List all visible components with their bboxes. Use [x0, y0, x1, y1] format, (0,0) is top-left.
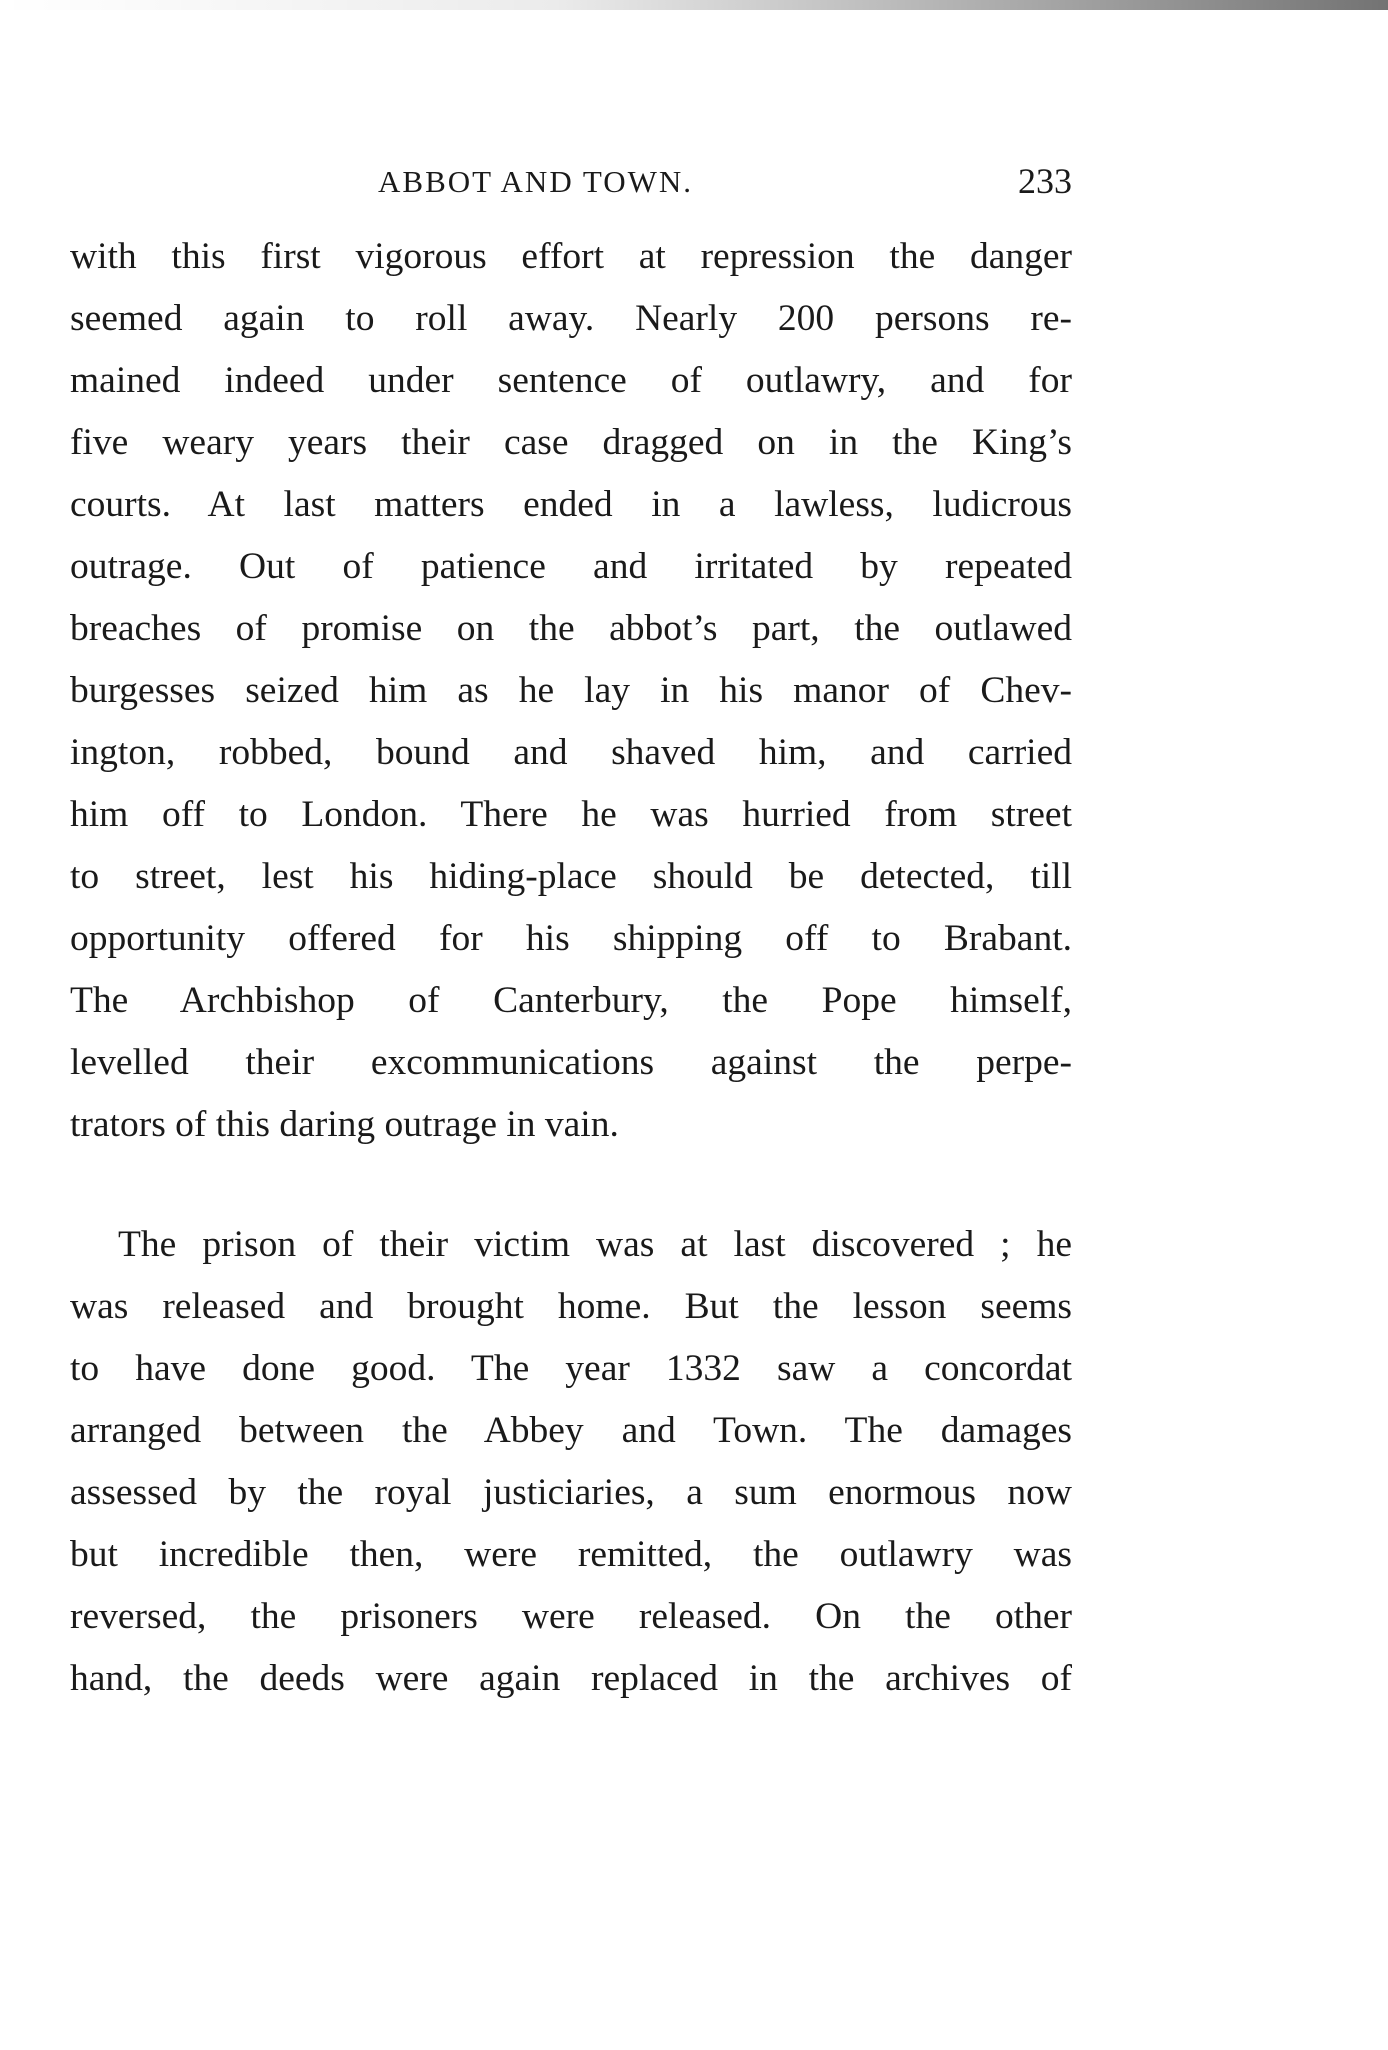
- book-page: [70, 160, 1072, 1710]
- text-line: The prison of their victim was at last discovered ; he: [118, 1224, 1072, 1265]
- text-line: to have done good. The year 1332 saw a concordat: [70, 1348, 1072, 1389]
- text-line: five weary years their case dragged on in the King’s: [70, 422, 1072, 463]
- text-line: mained indeed under sentence of outlawry, and for: [70, 360, 1072, 401]
- paragraph-2: [70, 1214, 1072, 1710]
- text-line: assessed by the royal justiciaries, a sum enormous now: [70, 1472, 1072, 1513]
- text-line: The Archbishop of Canterbury, the Pope himself,: [70, 980, 1072, 1021]
- text-line: outrage. Out of patience and irritated by repeated: [70, 546, 1072, 587]
- running-title: ABBOT AND TOWN.: [378, 164, 694, 199]
- page-number: 233: [1018, 161, 1072, 201]
- text-line: with this first vigorous effort at repression the danger: [70, 236, 1072, 277]
- text-line: burgesses seized him as he lay in his manor of Chev-: [70, 670, 1072, 711]
- text-line: arranged between the Abbey and Town. The damages: [70, 1410, 1072, 1451]
- text-line: to street, lest his hiding-place should be detected, till: [70, 856, 1072, 897]
- running-head: [70, 160, 1072, 220]
- text-line: trators of this daring outrage in vain.: [70, 1104, 619, 1145]
- text-line: reversed, the prisoners were released. On the other: [70, 1596, 1072, 1637]
- paragraph-1: [70, 226, 1072, 1156]
- text-line: hand, the deeds were again replaced in the archives of: [70, 1658, 1072, 1699]
- text-line: was released and brought home. But the lesson seems: [70, 1286, 1072, 1327]
- text-line: seemed again to roll away. Nearly 200 persons re-: [70, 298, 1072, 339]
- text-line: breaches of promise on the abbot’s part, the outlawed: [70, 608, 1072, 649]
- text-line: but incredible then, were remitted, the outlawry was: [70, 1534, 1072, 1575]
- text-line: him off to London. There he was hurried from street: [70, 794, 1072, 835]
- text-line: levelled their excommunications against the perpe-: [70, 1042, 1072, 1083]
- text-line: opportunity offered for his shipping off to Brabant.: [70, 918, 1072, 959]
- text-line: courts. At last matters ended in a lawless, ludicrous: [70, 484, 1072, 525]
- scan-top-edge: [0, 0, 1388, 10]
- text-line: ington, robbed, bound and shaved him, and carried: [70, 732, 1072, 773]
